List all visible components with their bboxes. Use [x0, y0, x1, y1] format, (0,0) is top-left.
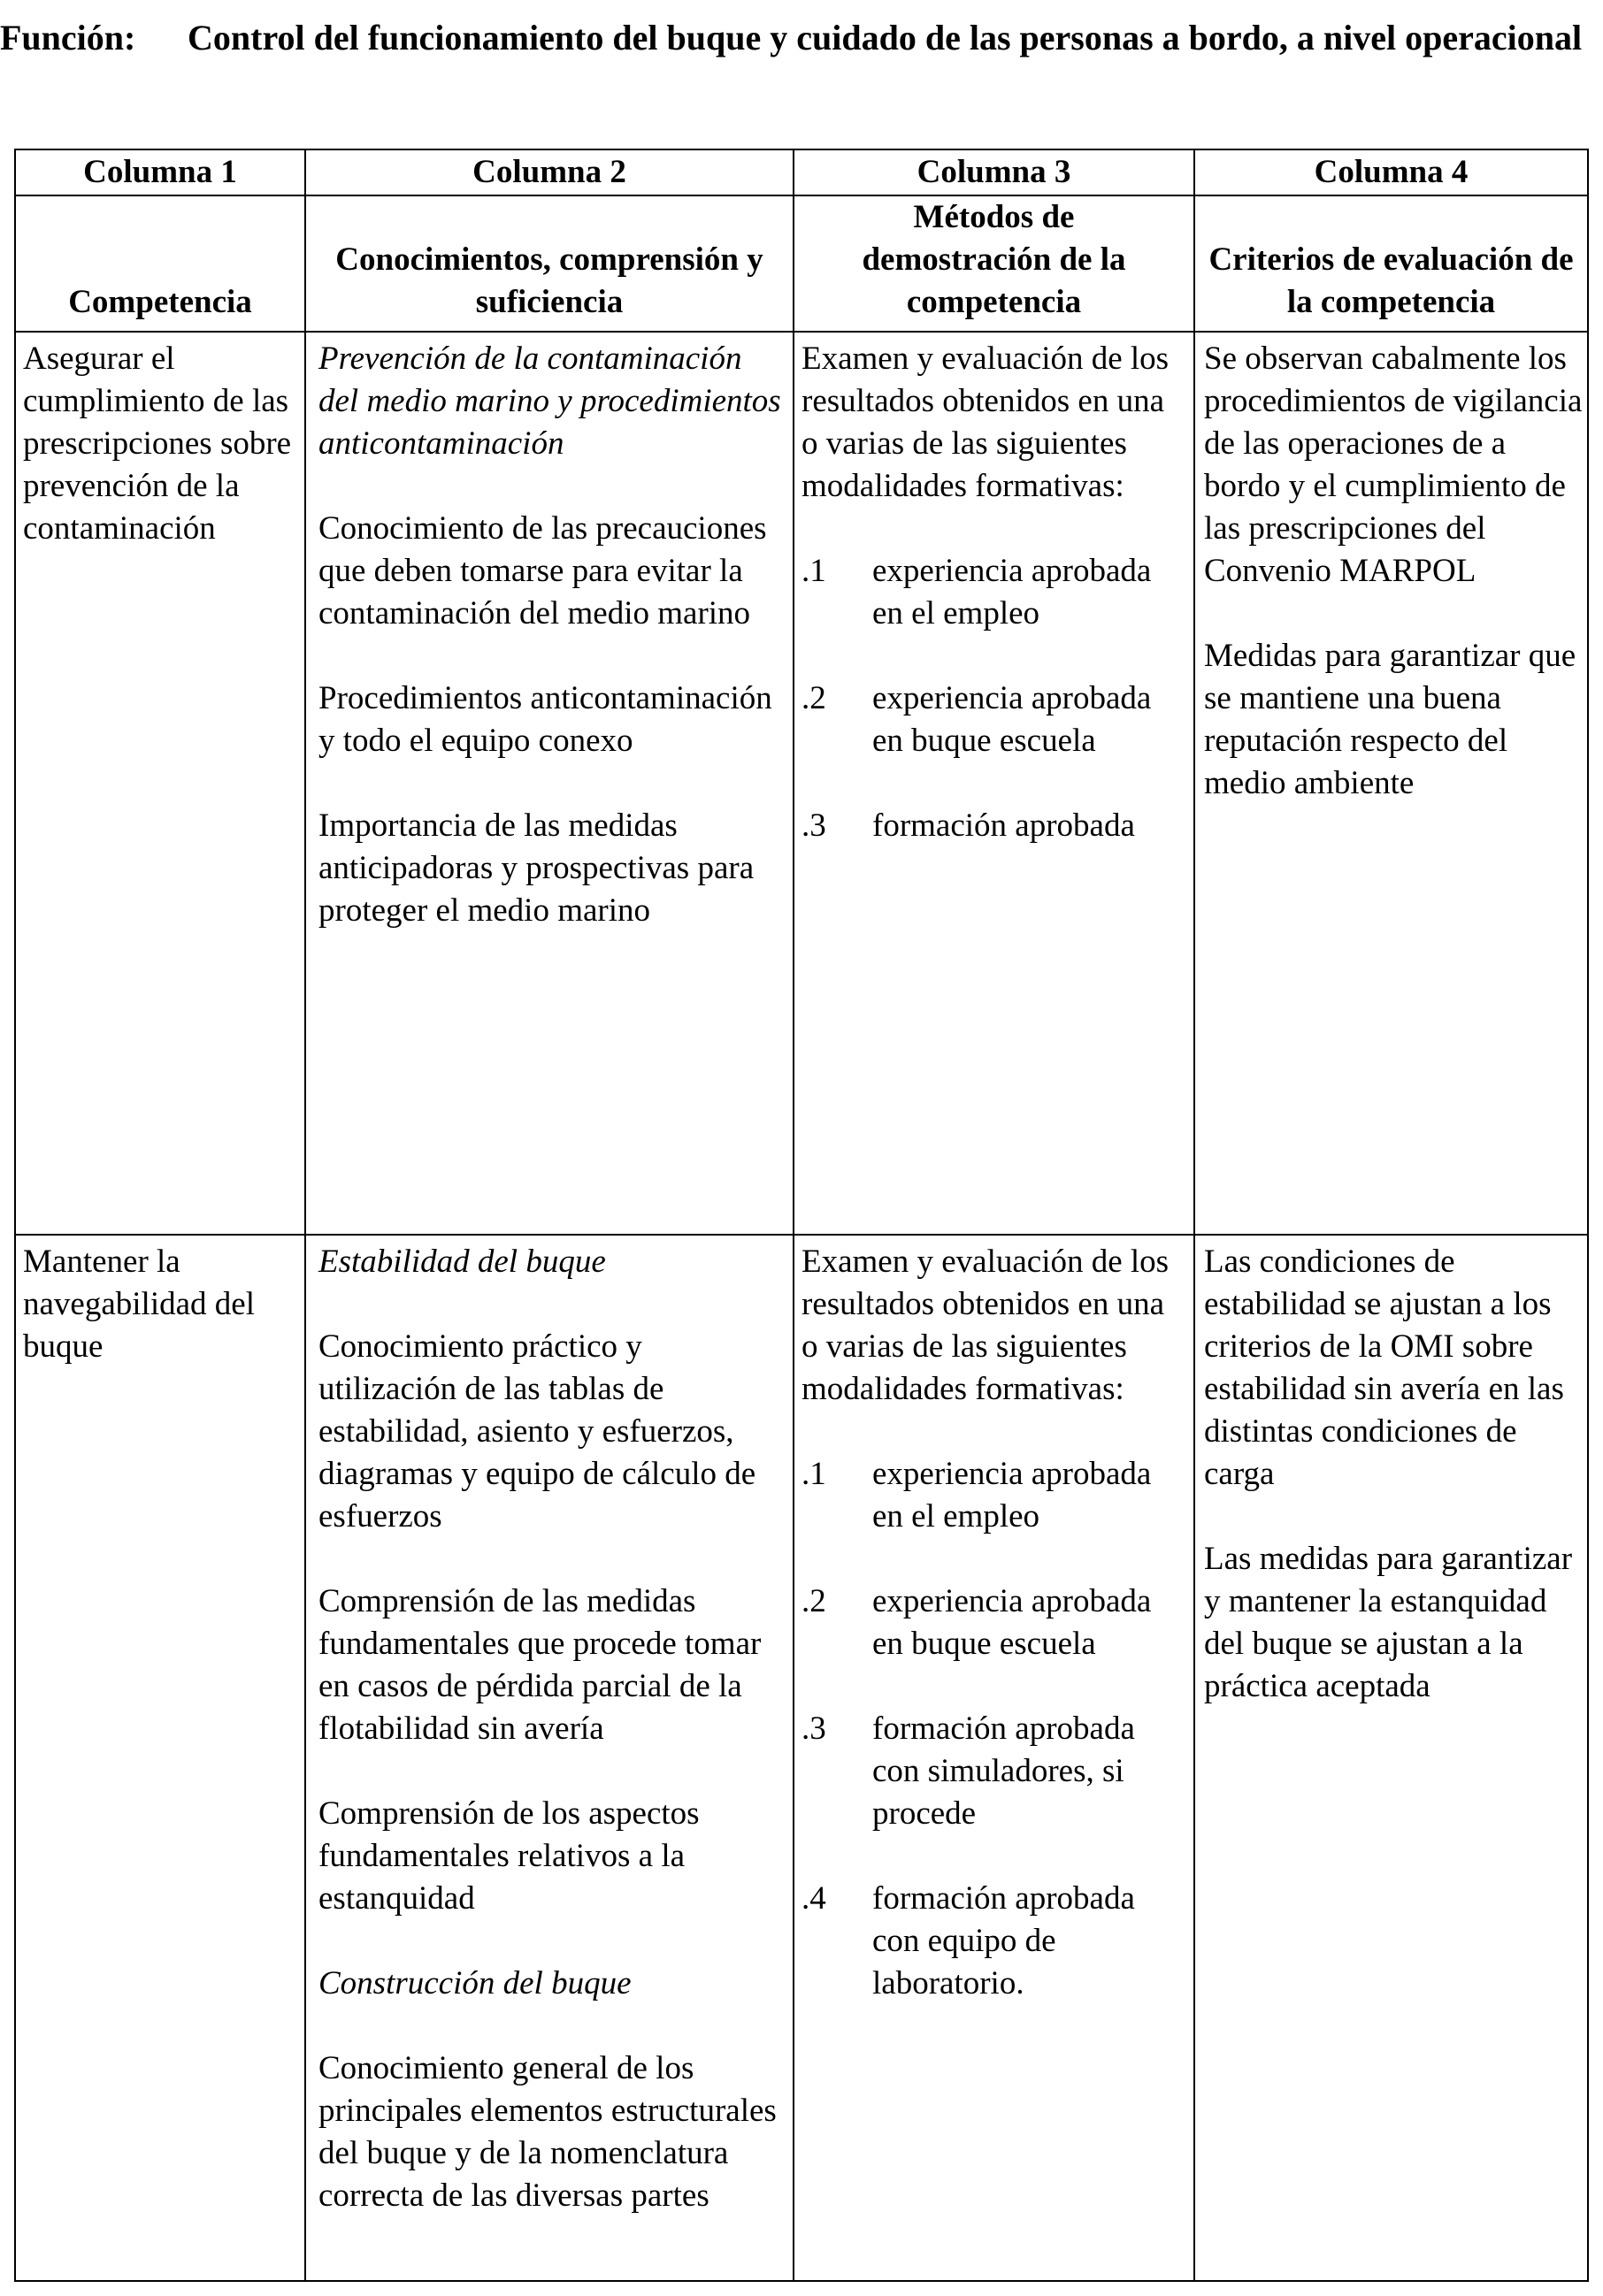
column-number-4: Columna 4 — [1194, 149, 1588, 195]
criteria-item: Medidas para garantizar que se mantiene una buena reputación respecto del medio ambiente — [1204, 638, 1576, 801]
function-text: Control del funcionamiento del buque y cuidado de las personas a bordo, a nivel operacional — [188, 18, 1583, 57]
competencia-cell — [15, 332, 305, 1235]
competencia-text: Asegurar el cumplimiento de las prescripciones sobre prevención de la contaminación — [23, 341, 292, 547]
header-conocimientos: Conocimientos, comprensión y suficiencia — [305, 195, 794, 332]
knowledge-subheading: Estabilidad del buque — [318, 1244, 606, 1280]
knowledge-subheading: Construcción del buque — [318, 1965, 632, 2001]
column-number-2: Columna 2 — [305, 149, 794, 195]
column-number-3: Columna 3 — [794, 149, 1194, 195]
header-competencia: Competencia — [15, 195, 305, 332]
knowledge-item: Comprensión de los aspectos fundamentales relativos a la estanquidad — [318, 1795, 700, 1917]
method-number: .2 — [802, 1583, 826, 1619]
methods-intro: Examen y evaluación de los resultados obtenidos en una o varias de las siguientes modalidades formativas: — [802, 341, 1170, 504]
competencia-cell — [15, 1235, 305, 2281]
method-number: .3 — [802, 807, 826, 844]
method-number: .1 — [802, 553, 826, 589]
header-criterios: Criterios de evaluación de la competencia — [1194, 195, 1588, 332]
method-text: formación aprobada con equipo de laboratorio. — [872, 1880, 1135, 2001]
method-text: formación aprobada con simuladores, si procede — [872, 1711, 1135, 1832]
method-item — [802, 1878, 1188, 2005]
knowledge-item: Importancia de las medidas anticipadoras y prospectivas para proteger el medio marino — [318, 807, 755, 929]
methods-intro: Examen y evaluación de los resultados obtenidos en una o varias de las siguientes modalidades formativas: — [802, 1244, 1170, 1407]
competence-table — [14, 149, 1589, 2282]
knowledge-subheading: Prevención de la contaminación del medio marino y procedimientos anticontaminación — [318, 341, 781, 462]
column-number-row — [15, 149, 1588, 195]
method-number: .3 — [802, 1711, 826, 1747]
method-text: formación aprobada — [872, 807, 1135, 844]
knowledge-cell — [305, 332, 794, 1235]
methods-cell — [794, 332, 1194, 1235]
method-item — [802, 805, 1188, 847]
table-row — [15, 1235, 1588, 2281]
method-number: .1 — [802, 1456, 826, 1492]
criteria-item: Las medidas para garantizar y mantener la estanquidad del buque se ajustan a la práctica aceptada — [1204, 1541, 1573, 1704]
method-text: experiencia aprobada en el empleo — [872, 553, 1152, 631]
table-row — [15, 332, 1588, 1235]
method-item — [802, 1708, 1188, 1835]
column-header-row — [15, 195, 1588, 332]
criteria-item: Se observan cabalmente los procedimientos de vigilancia de las operaciones de a bordo y el cumplimiento de las prescripciones del Convenio MARPOL — [1204, 341, 1583, 589]
knowledge-item: Comprensión de las medidas fundamentales que procede tomar en casos de pérdida parcial de la flotabilidad sin avería — [318, 1583, 762, 1747]
criteria-item: Las condiciones de estabilidad se ajustan a los criterios de la OMI sobre estabilidad sin avería en las distintas condiciones de carga — [1204, 1244, 1564, 1492]
knowledge-item: Procedimientos anticontaminación y todo el equipo conexo — [318, 680, 772, 759]
header-metodos: Métodos de demostración de la competencia — [794, 195, 1194, 332]
column-number-1: Columna 1 — [15, 149, 305, 195]
method-text: experiencia aprobada en buque escuela — [872, 680, 1152, 759]
competencia-text: Mantener la navegabilidad del buque — [23, 1244, 255, 1365]
method-item — [802, 677, 1188, 762]
method-text: experiencia aprobada en buque escuela — [872, 1583, 1152, 1662]
method-item — [802, 550, 1188, 635]
knowledge-item: Conocimiento de las precauciones que deben tomarse para evitar la contaminación del medio marino — [318, 510, 767, 631]
methods-cell — [794, 1235, 1194, 2281]
knowledge-cell — [305, 1235, 794, 2281]
method-number: .4 — [802, 1880, 826, 1917]
method-item — [802, 1453, 1188, 1538]
method-number: .2 — [802, 680, 826, 716]
knowledge-item: Conocimiento general de los principales elementos estructurales del buque y de la nomenclatura correcta de las diversas partes — [318, 2050, 777, 2214]
criteria-cell — [1194, 332, 1588, 1235]
function-label: Función: — [0, 18, 136, 57]
knowledge-item: Conocimiento práctico y utilización de las tablas de estabilidad, asiento y esfuerzos, diagramas y equipo de cálculo de esfuerzos — [318, 1328, 756, 1534]
method-item — [802, 1580, 1188, 1665]
method-text: experiencia aprobada en el empleo — [872, 1456, 1152, 1534]
criteria-cell — [1194, 1235, 1588, 2281]
